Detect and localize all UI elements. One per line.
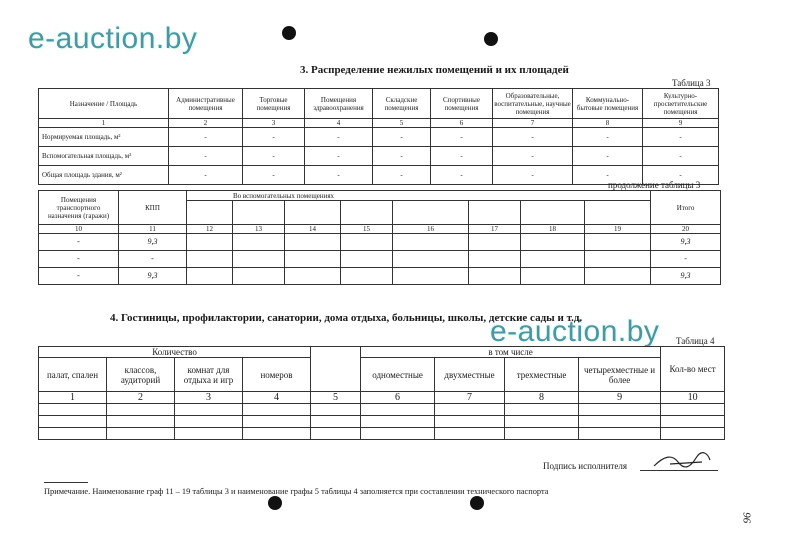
cell: -: [573, 166, 643, 185]
header-cell: Складские помещения: [373, 89, 431, 119]
row-label: Общая площадь здания, м²: [39, 166, 169, 185]
empty-header: [585, 201, 651, 225]
cell: -: [643, 128, 719, 147]
cell: -: [643, 166, 719, 185]
col-number: 19: [585, 225, 651, 234]
header-cell: Во вспомогательных помещениях: [187, 191, 651, 201]
punch-hole: [268, 496, 282, 510]
header-cell: Назначение / Площадь: [39, 89, 169, 119]
table-row: [39, 234, 721, 251]
cell: -: [119, 251, 187, 268]
cell: [341, 234, 393, 251]
cell: -: [373, 128, 431, 147]
footnote: Примечание. Наименование граф 11 – 19 таблицы 3 и наименование графы 5 таблицы 4 заполняется при составлении технического паспорта: [44, 487, 549, 496]
cell: -: [169, 128, 243, 147]
cell: -: [243, 166, 305, 185]
page-number: 96: [741, 512, 754, 524]
header-cell: номеров: [243, 358, 311, 392]
table4-label: Таблица 4: [676, 336, 715, 346]
col-number: 7: [435, 392, 505, 404]
col-number: 1: [39, 392, 107, 404]
empty-header: [341, 201, 393, 225]
punch-hole: [484, 32, 498, 46]
col-number: 8: [505, 392, 579, 404]
cell: -: [573, 147, 643, 166]
table-row: [39, 416, 725, 428]
signature-label: Подпись исполнителя: [543, 461, 627, 471]
empty-header: [285, 201, 341, 225]
cell: -: [643, 147, 719, 166]
header-cell: Коммунально-бытовые помещения: [573, 89, 643, 119]
section4-title: 4. Гостиницы, профилактории, санатории, дома отдыха, больницы, школы, детские сады и т.д.: [110, 312, 583, 324]
header-cell: четырехместные и более: [579, 358, 661, 392]
table-row: [39, 251, 721, 268]
cell: 9,3: [119, 268, 187, 285]
header-cell: Культурно-просветительские помещения: [643, 89, 719, 119]
col-number: 14: [285, 225, 341, 234]
header-cell: Итого: [651, 191, 721, 225]
table-row: [39, 128, 719, 147]
cell: [585, 251, 651, 268]
header-cell: Помещения транспортного назначения (гаражи): [39, 191, 119, 225]
cell: [187, 251, 233, 268]
cell: -: [431, 166, 493, 185]
cell: -: [305, 166, 373, 185]
header-cell: Образовательные, воспитательные, научные помещения: [493, 89, 573, 119]
cell: [341, 268, 393, 285]
header-cell: Спортивные помещения: [431, 89, 493, 119]
col-number: 2: [107, 392, 175, 404]
table-3-continuation: [38, 190, 721, 285]
cell: [285, 251, 341, 268]
watermark-top: e-auction.by: [28, 22, 198, 55]
cell: -: [39, 251, 119, 268]
cell: [285, 268, 341, 285]
col-number: 11: [119, 225, 187, 234]
col-number: 1: [39, 119, 169, 128]
cell: -: [493, 166, 573, 185]
cell: 9,3: [651, 268, 721, 285]
col-number: 7: [493, 119, 573, 128]
cell: [233, 234, 285, 251]
cell: [341, 251, 393, 268]
cell: [585, 234, 651, 251]
header-cell: комнат для отдыха и игр: [175, 358, 243, 392]
table-3: [38, 88, 719, 185]
col-number: 15: [341, 225, 393, 234]
cell: [469, 251, 521, 268]
cell: [187, 268, 233, 285]
col-number: 5: [373, 119, 431, 128]
cell: [393, 268, 469, 285]
col-number: 3: [243, 119, 305, 128]
cell: [285, 234, 341, 251]
table-4: [38, 346, 725, 440]
header-cell: двухместные: [435, 358, 505, 392]
table-row: [39, 268, 721, 285]
header-cell: КПП: [119, 191, 187, 225]
cell: [521, 251, 585, 268]
cell: [521, 234, 585, 251]
cell: -: [243, 128, 305, 147]
punch-hole: [470, 496, 484, 510]
col-number: 20: [651, 225, 721, 234]
header-cell: Административные помещения: [169, 89, 243, 119]
col-number: 4: [305, 119, 373, 128]
cell: -: [243, 147, 305, 166]
cell: -: [431, 128, 493, 147]
header-cell: одноместные: [361, 358, 435, 392]
col-number: 9: [579, 392, 661, 404]
header-cell: Помещения здравоохранения: [305, 89, 373, 119]
col-number: 3: [175, 392, 243, 404]
col-number: 17: [469, 225, 521, 234]
header-cell: Кол-во мест: [661, 347, 725, 392]
row-label: Нормируемая площадь, м²: [39, 128, 169, 147]
empty-header: [521, 201, 585, 225]
cell: -: [169, 147, 243, 166]
table-row: [39, 147, 719, 166]
col-number: 10: [39, 225, 119, 234]
cell: [233, 268, 285, 285]
group-header-including: в том числе: [361, 347, 661, 358]
cell: -: [169, 166, 243, 185]
group-header-quantity: Количество: [39, 347, 311, 358]
cell: -: [573, 128, 643, 147]
empty-header: [311, 347, 361, 358]
cell: -: [431, 147, 493, 166]
watermark-middle: e-auction.by: [490, 315, 660, 348]
col-number: 13: [233, 225, 285, 234]
col-number: 8: [573, 119, 643, 128]
cell: -: [493, 128, 573, 147]
cell: -: [651, 251, 721, 268]
empty-header: [469, 201, 521, 225]
cell: [521, 268, 585, 285]
header-cell: палат, спален: [39, 358, 107, 392]
col-number: 6: [361, 392, 435, 404]
header-cell: трехместные: [505, 358, 579, 392]
col-number: 2: [169, 119, 243, 128]
cell: -: [373, 166, 431, 185]
table3-continuation-label: продолжение таблицы 3: [608, 180, 701, 190]
table-row: [39, 404, 725, 416]
cell: [233, 251, 285, 268]
col-number: 4: [243, 392, 311, 404]
punch-hole: [282, 26, 296, 40]
cell: [187, 234, 233, 251]
cell: [393, 234, 469, 251]
cell: [469, 234, 521, 251]
header-cell: [311, 358, 361, 392]
empty-header: [393, 201, 469, 225]
empty-header: [233, 201, 285, 225]
col-number: 12: [187, 225, 233, 234]
col-number: 6: [431, 119, 493, 128]
cell: -: [39, 268, 119, 285]
header-cell: классов, аудиторий: [107, 358, 175, 392]
col-number: 10: [661, 392, 725, 404]
cell: -: [493, 147, 573, 166]
header-cell: Торговые помещения: [243, 89, 305, 119]
cell: [469, 268, 521, 285]
col-number: 5: [311, 392, 361, 404]
row-label: Вспомогательная площадь, м²: [39, 147, 169, 166]
cell: -: [373, 147, 431, 166]
cell: -: [305, 128, 373, 147]
cell: 9,3: [119, 234, 187, 251]
note-divider: [44, 482, 88, 483]
cell: 9,3: [651, 234, 721, 251]
col-number: 9: [643, 119, 719, 128]
cell: -: [305, 147, 373, 166]
signature-scribble: [650, 450, 714, 472]
col-number: 18: [521, 225, 585, 234]
col-number: 16: [393, 225, 469, 234]
section3-title: 3. Распределение нежилых помещений и их площадей: [300, 64, 569, 76]
empty-header: [187, 201, 233, 225]
table3-label: Таблица 3: [672, 78, 711, 88]
table-row: [39, 428, 725, 440]
cell: [585, 268, 651, 285]
cell: -: [39, 234, 119, 251]
cell: [393, 251, 469, 268]
